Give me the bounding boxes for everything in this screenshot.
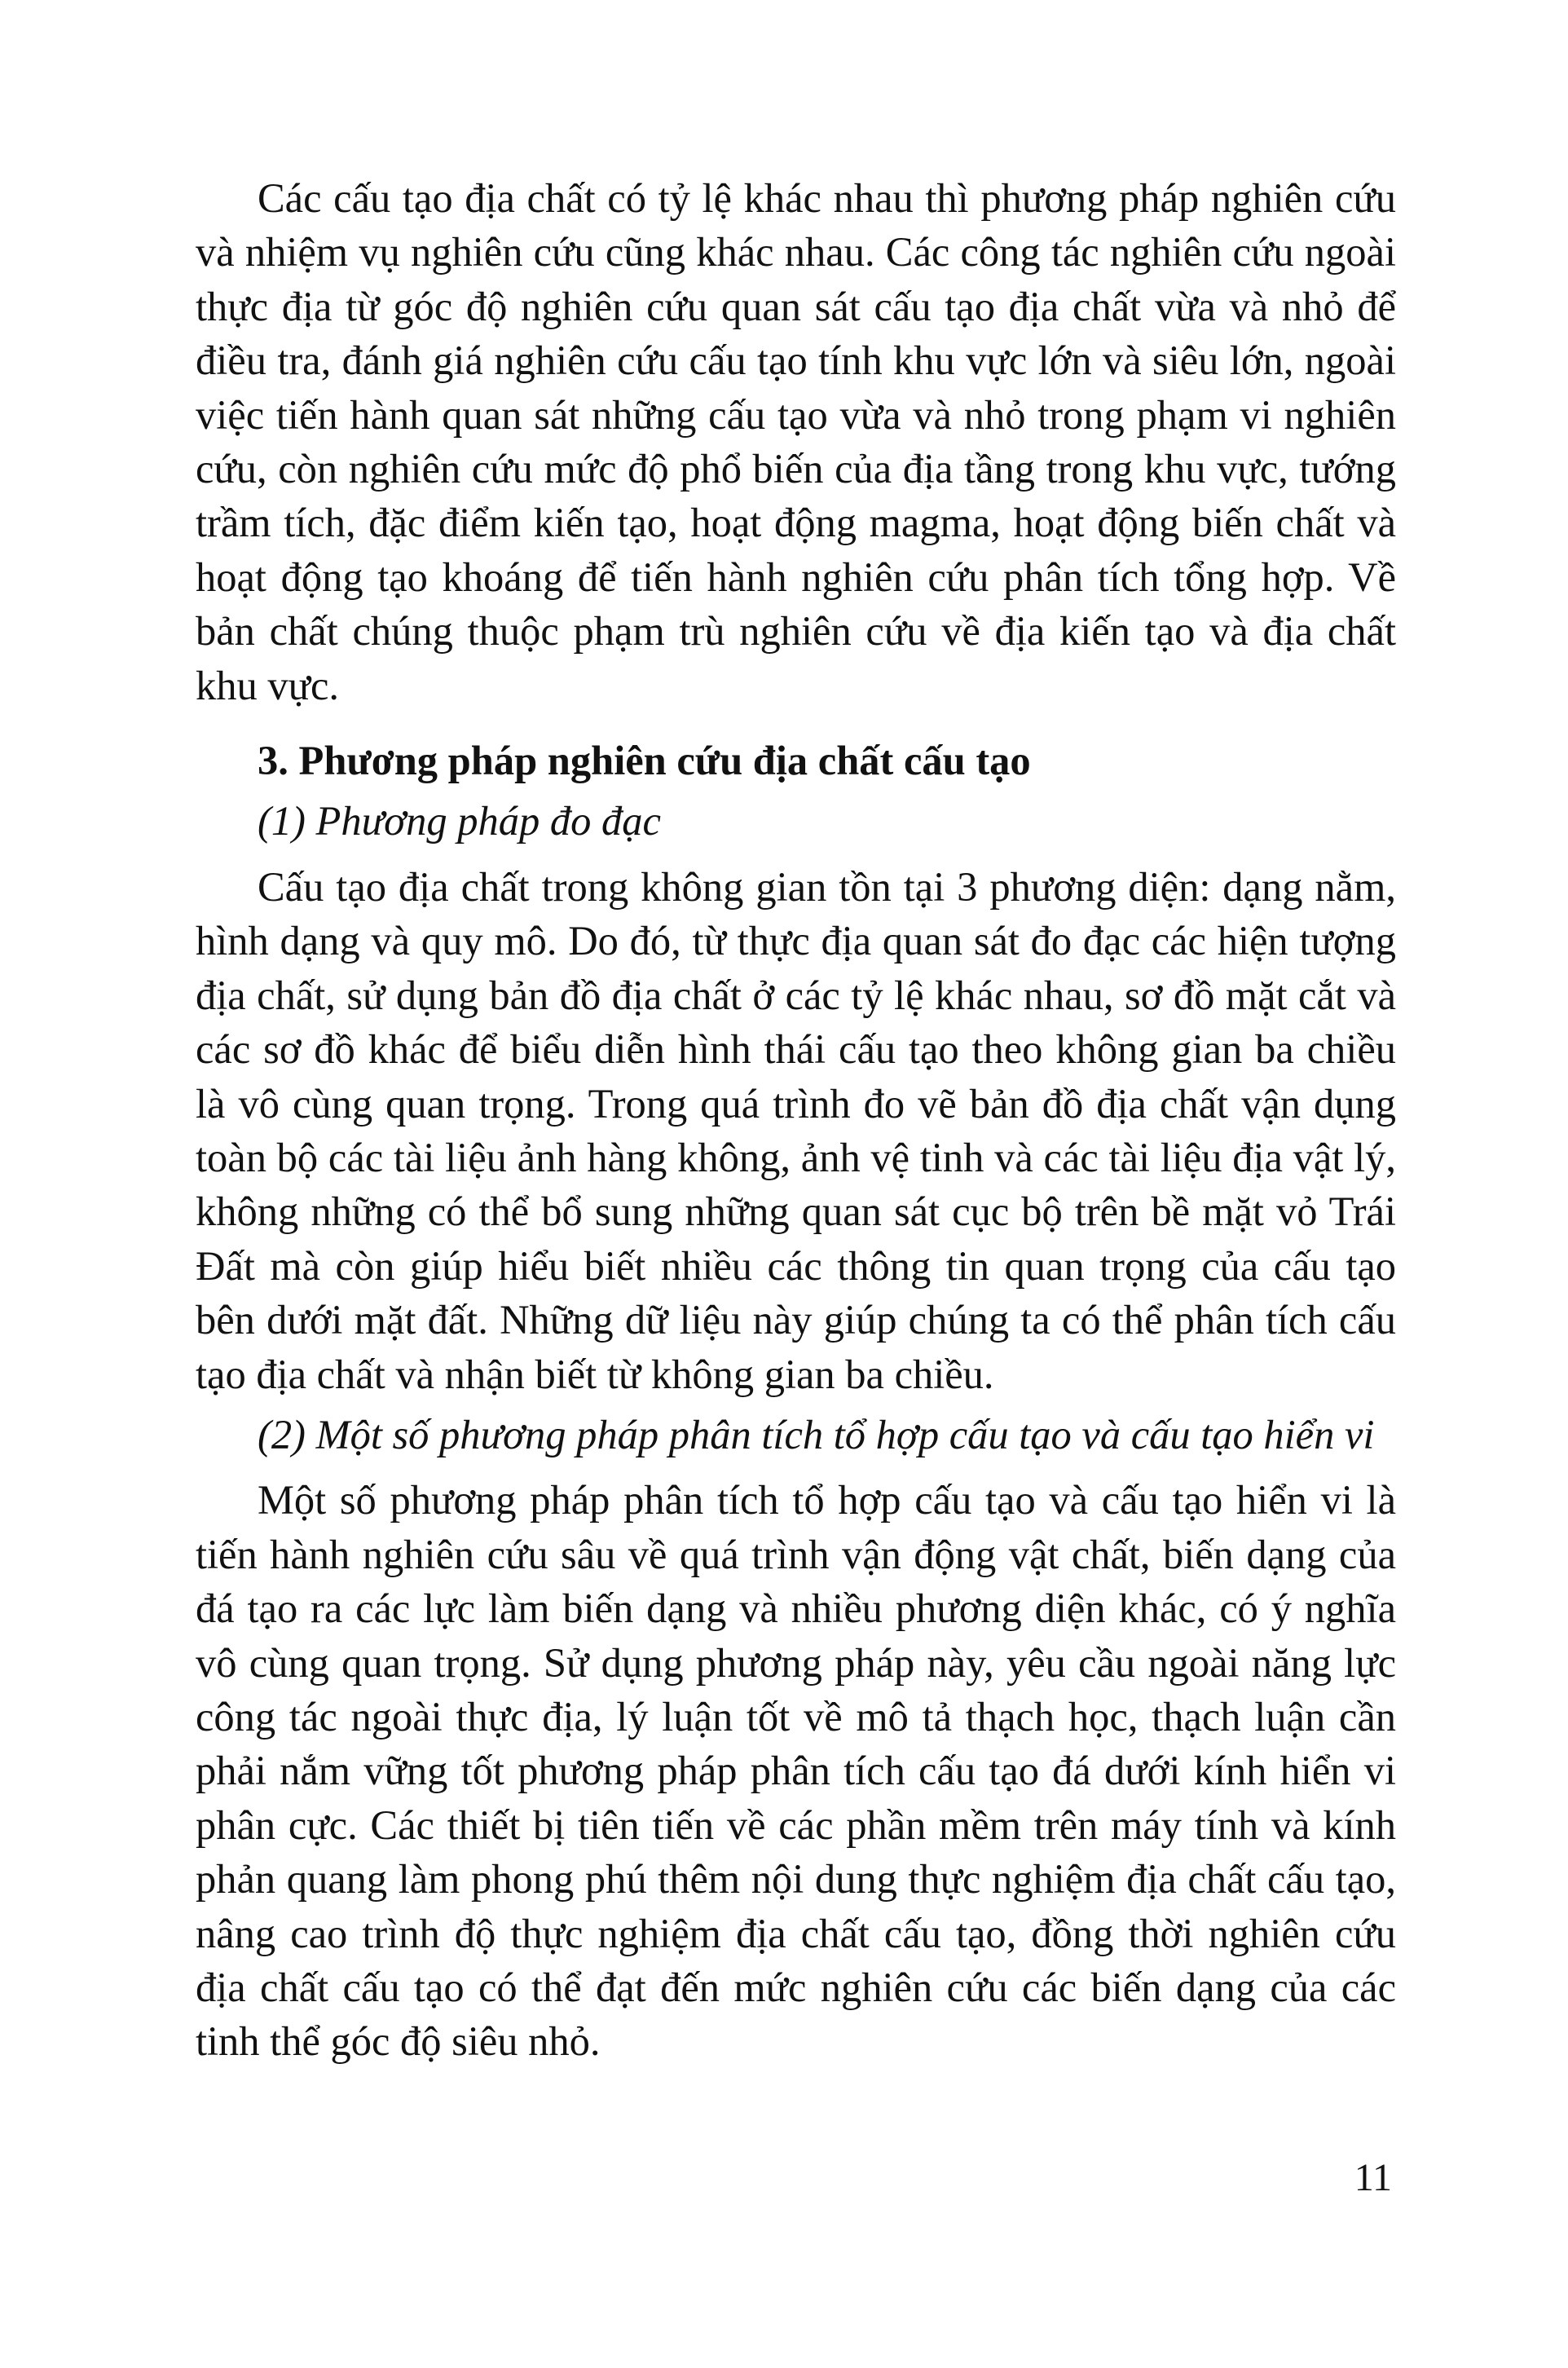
subheading-measurement-method: (1) Phương pháp đo đạc: [258, 798, 661, 844]
subheading-microstructure-analysis: (2) Một số phương pháp phân tích tổ hợp cấu tạo và cấu tạo hiển vi: [258, 1411, 1375, 1457]
paragraph-measurement-method: Cấu tạo địa chất trong không gian tồn tại 3 phương diện: dạng nằm, hình dạng và quy mô. Do đó, từ thực địa quan sát đo đạc các hiện tượng địa chất, sử dụng bản đồ địa chất ở các tỷ lệ khác nhau, sơ đồ mặt cắt và các sơ đồ khác để biểu diễn hình thái cấu tạo theo không gian ba chiều là vô cùng quan trọng. Trong quá trình đo vẽ bản đồ địa chất vận dụng toàn bộ các tài liệu ảnh hàng không, ảnh vệ tinh và các tài liệu địa vật lý, không những có thể bổ sung những quan sát cục bộ trên bề mặt vỏ Trái Đất mà còn giúp hiểu biết nhiều các thông tin quan trọng của cấu tạo bên dưới mặt đất. Những dữ liệu này giúp chúng ta có thể phân tích cấu tạo địa chất và nhận biết từ không gian ba chiều.: [196, 863, 1396, 1397]
paragraph-microstructure-analysis: Một số phương pháp phân tích tổ hợp cấu tạo và cấu tạo hiển vi là tiến hành nghiên cứu sâu về quá trình vận động vật chất, biến dạng của đá tạo ra các lực làm biến dạng và nhiều phương diện khác, có ý nghĩa vô cùng quan trọng. Sử dụng phương pháp này, yêu cầu ngoài năng lực công tác ngoài thực địa, lý luận tốt về mô tả thạch học, thạch luận cần phải nắm vững tốt phương pháp phân tích cấu tạo đá dưới kính hiển vi phân cực. Các thiết bị tiên tiến về các phần mềm trên máy tính và kính phản quang làm phong phú thêm nội dung thực nghiệm địa chất cấu tạo, nâng cao trình độ thực nghiệm địa chất cấu tạo, đồng thời nghiên cứu địa chất cấu tạo có thể đạt đến mức nghiên cứu các biến dạng của các tinh thể góc độ siêu nhỏ.: [196, 1477, 1396, 2065]
section-heading: 3. Phương pháp nghiên cứu địa chất cấu tạo: [258, 738, 1031, 784]
page-number: 11: [1354, 2156, 1392, 2199]
paragraph-intro: Các cấu tạo địa chất có tỷ lệ khác nhau thì phương pháp nghiên cứu và nhiệm vụ nghiên cứu cũng khác nhau. Các công tác nghiên cứu ngoài thực địa từ góc độ nghiên cứu quan sát cấu tạo địa chất vừa và nhỏ để điều tra, đánh giá nghiên cứu cấu tạo tính khu vực lớn và siêu lớn, ngoài việc tiến hành quan sát những cấu tạo vừa và nhỏ trong phạm vi nghiên cứu, còn nghiên cứu mức độ phổ biến của địa tầng trong khu vực, tướng trầm tích, đặc điểm kiến tạo, hoạt động magma, hoạt động biến chất và hoạt động tạo khoáng để tiến hành nghiên cứu phân tích tổng hợp. Về bản chất chúng thuộc phạm trù nghiên cứu về địa kiến tạo và địa chất khu vực.: [196, 175, 1396, 708]
